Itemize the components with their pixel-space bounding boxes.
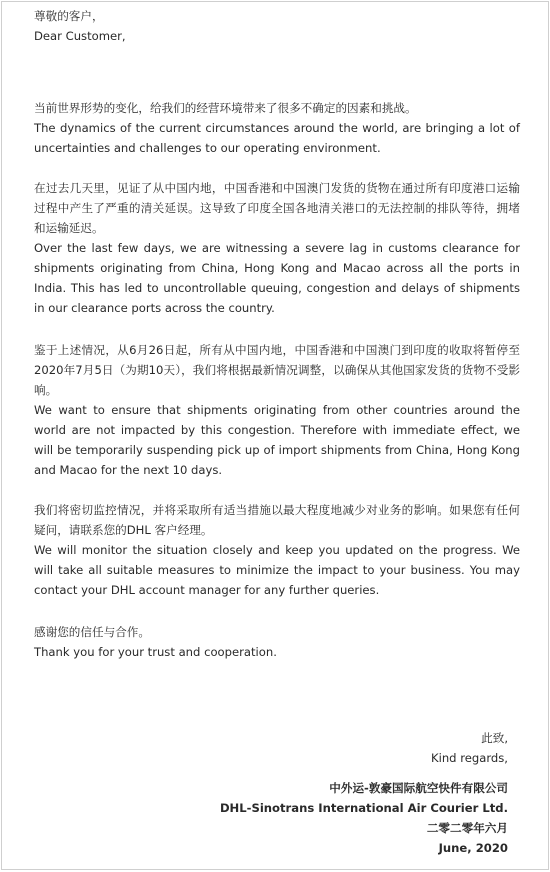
date-zh: 二零二零年六月 bbox=[426, 821, 508, 835]
paragraph1-zh: 当前世界形势的变化，给我们的经营环境带来了很多不确定的因素和挑战。 bbox=[34, 101, 417, 115]
paragraph4-en: We will monitor the situation closely and keep you updated on the progress. We will take all suitable measures to minimize the impact to your business. You may contact your DHL account manager for any further queries. bbox=[34, 543, 520, 597]
paragraph4-zh: 我们将密切监控情况，并将采取所有适当措施以最大程度地减少对业务的影响。如果您有任何疑问，请联系您的DHL 客户经理。 bbox=[34, 503, 520, 537]
greeting-zh: 尊敬的客户， bbox=[34, 9, 104, 23]
thanks-zh: 感谢您的信任与合作。 bbox=[34, 625, 150, 639]
paragraph3-zh: 鉴于上述情况，从6月26日起，所有从中国内地，中国香港和中国澳门到印度的收取将暂停至2020年7月5日（为期10天），我们将根据最新情况调整，以确保从其他国家发货的货物不受影响。 bbox=[34, 343, 520, 397]
date-en: June, 2020 bbox=[438, 841, 508, 855]
letter-page bbox=[1, 1, 549, 870]
company-name-en: DHL-Sinotrans International Air Courier Ltd. bbox=[219, 801, 508, 815]
greeting-en: Dear Customer, bbox=[34, 29, 126, 43]
paragraph2-en: Over the last few days, we are witnessing a severe lag in customs clearance for shipments originating from China, Hong Kong and Macao across all the ports in India. This has led to uncontrollable queuing, congestion and delays of shipments in our clearance ports across the country. bbox=[34, 241, 520, 315]
closing-en: Kind regards, bbox=[431, 751, 508, 765]
thanks-en: Thank you for your trust and cooperation. bbox=[34, 645, 277, 659]
paragraph3-en: We want to ensure that shipments originating from other countries around the world are not impacted by this congestion. Therefore with immediate effect, we will be temporarily suspending pick up of import shipments from China, Hong Kong and Macao for the next 10 days. bbox=[34, 403, 520, 477]
paragraph1-en: The dynamics of the current circumstances around the world, are bringing a lot of uncertainties and challenges to our operating environment. bbox=[34, 121, 520, 155]
closing-zh: 此致, bbox=[481, 731, 508, 745]
paragraph2-zh: 在过去几天里，见证了从中国内地，中国香港和中国澳门发货的货物在通过所有印度港口运输过程中产生了严重的清关延误。这导致了印度全国各地清关港口的无法控制的排队等待，拥堵和运输延迟。 bbox=[34, 181, 520, 235]
company-name-zh: 中外运-敦豪国际航空快件有限公司 bbox=[329, 781, 508, 795]
